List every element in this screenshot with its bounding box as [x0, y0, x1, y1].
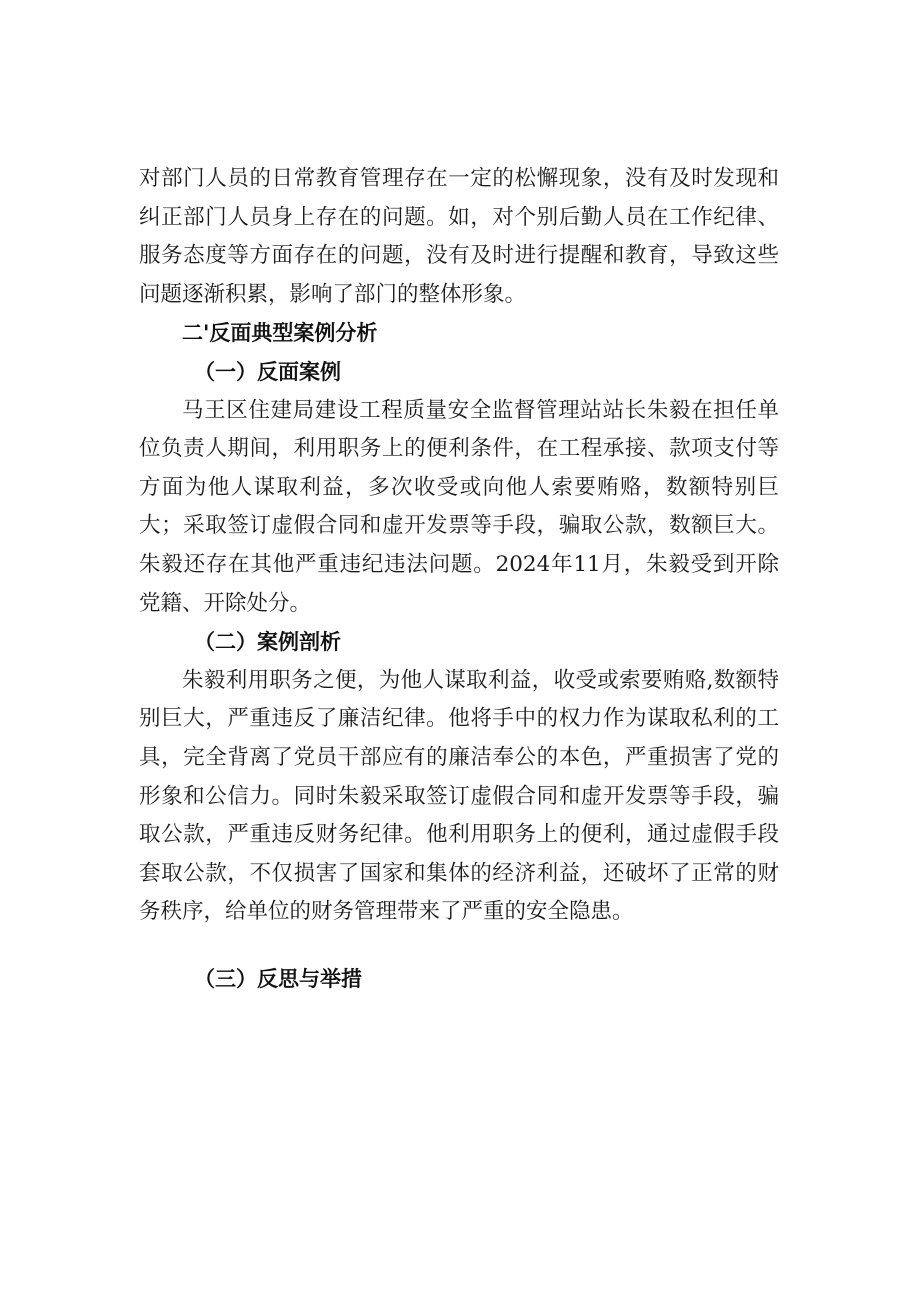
case-paragraph: 马王区住建局建设工程质量安全监督管理站站长朱毅在担任单位负责人期间，利用职务上的便利条件，在工程承接、款项支付等方面为他人谋取利益，多次收受或向他人索要贿赂，数额特别巨大；采取签订虚假合同和虚开发票等手段，骗取公款，数额巨大。朱毅还存在其他严重违纪违法问题。2024年11月，朱毅受到开除党籍、开除处分。 [139, 397, 779, 616]
subsection-three-heading: （三）反思与举措 [194, 966, 362, 991]
subsection-two-heading: （二）案例剖析 [194, 630, 341, 655]
section-spacer [139, 932, 779, 960]
paragraph-continuation: 对部门人员的日常教育管理存在一定的松懈现象，没有及时发现和纠正部门人员身上存在的问题。如，对个别后勤人员在工作纪律、服务态度等方面存在的问题，没有及时进行提醒和教育，导致这些问题逐渐积累，影响了部门的整体形象。 [139, 166, 779, 307]
analysis-paragraph: 朱毅利用职务之便，为他人谋取利益，收受或索要贿赂,数额特别巨大，严重违反了廉洁纪律。他将手中的权力作为谋取私利的工具，完全背离了党员干部应有的廉洁奉公的本色，严重损害了党的形象和公信力。同时朱毅采取签订虚假合同和虚开发票等手段，骗取公款，严重违反财务纪律。他利用职务上的便利，通过虚假手段套取公款，不仅损害了国家和集体的经济利益，还破坏了正常的财务秩序，给单位的财务管理带来了严重的安全隐患。 [139, 667, 779, 925]
subsection-one-heading: （一）反面案例 [194, 359, 341, 384]
document-body [139, 160, 779, 998]
section-two-heading: 二'反面典型案例分析 [182, 321, 378, 346]
